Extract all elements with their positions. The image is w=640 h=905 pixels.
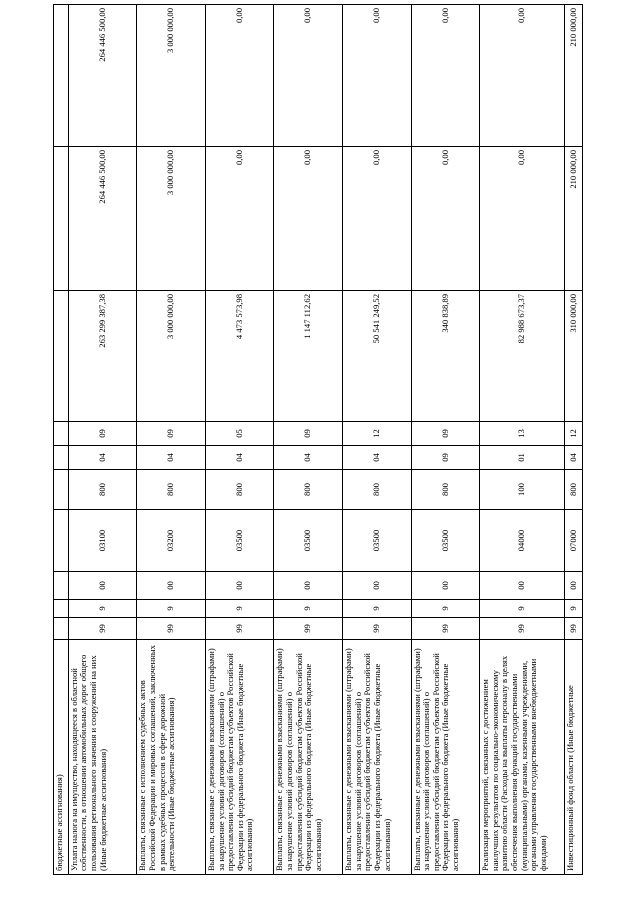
- row-name: Выплаты, связанные с исполнением судебных актов Российской Федерации и мировых соглашений, заключенных в рамках судебных процессов в сфере дорожной деятельности (Иные бюджетные ассигнования): [137, 640, 206, 875]
- amount-year-3: 0,00: [480, 5, 565, 147]
- amount-year-2: 0,00: [343, 147, 412, 291]
- code-subprogram: 9: [411, 600, 480, 618]
- code-direction: 00: [68, 572, 137, 600]
- code-section: 04: [68, 446, 137, 470]
- code-subprogram: [54, 600, 69, 618]
- code-subsection: 09: [274, 422, 343, 446]
- code-expense-type: 800: [411, 470, 480, 510]
- amount-year-2: 0,00: [480, 147, 565, 291]
- amount-year-3: 0,00: [343, 5, 412, 147]
- code-subprogram: 9: [274, 600, 343, 618]
- code-subsection: 12: [564, 422, 582, 446]
- amount-year-2: 3 000 000,00: [137, 147, 206, 291]
- amount-year-3: 0,00: [274, 5, 343, 147]
- budget-table-page: [53, 5, 583, 875]
- table-row: [274, 5, 343, 875]
- code-section: 04: [137, 446, 206, 470]
- code-article: 03500: [411, 510, 480, 572]
- code-program: 99: [564, 618, 582, 640]
- code-subsection: 05: [205, 422, 274, 446]
- code-article: 04000: [480, 510, 565, 572]
- code-subprogram: 9: [564, 600, 582, 618]
- amount-year-1: 82 988 673,37: [480, 291, 565, 422]
- code-article: [54, 510, 69, 572]
- table-row: [205, 5, 274, 875]
- code-direction: [54, 572, 69, 600]
- table-row: [480, 5, 565, 875]
- code-program: 99: [205, 618, 274, 640]
- amount-year-1: 4 473 573,98: [205, 291, 274, 422]
- code-expense-type: 800: [564, 470, 582, 510]
- amount-year-3: 0,00: [205, 5, 274, 147]
- table-row: [343, 5, 412, 875]
- code-expense-type: 100: [480, 470, 565, 510]
- code-direction: 00: [564, 572, 582, 600]
- code-direction: 00: [343, 572, 412, 600]
- code-article: 03500: [343, 510, 412, 572]
- code-subprogram: 9: [68, 600, 137, 618]
- code-program: 99: [343, 618, 412, 640]
- code-article: 03100: [68, 510, 137, 572]
- table-row: [68, 5, 137, 875]
- code-program: 99: [480, 618, 565, 640]
- code-expense-type: 800: [274, 470, 343, 510]
- amount-year-3: 264 446 500,00: [68, 5, 137, 147]
- amount-year-3: 3 000 000,00: [137, 5, 206, 147]
- code-subsection: 12: [343, 422, 412, 446]
- code-subsection: 13: [480, 422, 565, 446]
- code-direction: 00: [274, 572, 343, 600]
- amount-year-1: 263 299 387,38: [68, 291, 137, 422]
- amount-year-1: [54, 291, 69, 422]
- row-name: Выплаты, связанные с денежными взысканиями (штрафами) за нарушение условий договоров (соглашений) о предоставлении субсидий бюджетам субъектов Российской Федерации из федерального бюджета (Иные бюджетные ассигнования): [205, 640, 274, 875]
- row-name: Уплата налога на имущество, находящееся в областной собственности, в отношении автомобильных дорог общего пользования регионального значения и сооружений на них (Иные бюджетные ассигнования): [68, 640, 137, 875]
- code-section: 04: [274, 446, 343, 470]
- row-name: бюджетные ассигнования): [54, 640, 69, 875]
- amount-year-2: 0,00: [411, 147, 480, 291]
- code-section: 04: [343, 446, 412, 470]
- table-body: [54, 5, 583, 875]
- code-direction: 00: [480, 572, 565, 600]
- amount-year-2: 0,00: [274, 147, 343, 291]
- code-section: 01: [480, 446, 565, 470]
- code-section: [54, 446, 69, 470]
- code-program: 99: [137, 618, 206, 640]
- amount-year-1: 310 000,00: [564, 291, 582, 422]
- code-subsection: 09: [137, 422, 206, 446]
- table-row: [54, 5, 69, 875]
- code-program: [54, 618, 69, 640]
- code-section: 04: [205, 446, 274, 470]
- amount-year-1: 3 000 000,00: [137, 291, 206, 422]
- code-direction: 00: [137, 572, 206, 600]
- code-article: 03200: [137, 510, 206, 572]
- amount-year-2: 210 000,00: [564, 147, 582, 291]
- code-expense-type: 800: [343, 470, 412, 510]
- code-subsection: 09: [68, 422, 137, 446]
- table-row: [411, 5, 480, 875]
- code-direction: 00: [205, 572, 274, 600]
- code-expense-type: 800: [205, 470, 274, 510]
- code-direction: 00: [411, 572, 480, 600]
- code-expense-type: 800: [137, 470, 206, 510]
- code-subprogram: 9: [343, 600, 412, 618]
- code-expense-type: [54, 470, 69, 510]
- row-name: Выплаты, связанные с денежными взысканиями (штрафами) за нарушение условий договоров (соглашений) о предоставлении субсидий бюджетам субъектов Российской Федерации из федерального бюджета (Иные бюджетные ассигнования): [343, 640, 412, 875]
- amount-year-3: 0,00: [411, 5, 480, 147]
- amount-year-2: 0,00: [205, 147, 274, 291]
- code-program: 99: [274, 618, 343, 640]
- code-article: 07000: [564, 510, 582, 572]
- code-program: 99: [68, 618, 137, 640]
- row-name: Инвестиционный фонд области (Иные бюджетные: [564, 640, 582, 875]
- row-name: Выплаты, связанные с денежными взысканиями (штрафами) за нарушение условий договоров (соглашений) о предоставлении субсидий бюджетам субъектов Российской Федерации из федерального бюджета (Иные бюджетные ассигнования): [411, 640, 480, 875]
- code-subsection: 09: [411, 422, 480, 446]
- code-article: 03500: [274, 510, 343, 572]
- budget-table: [53, 4, 583, 875]
- table-row: [137, 5, 206, 875]
- row-name: Реализация мероприятий, связанных с достижением наилучших результатов по социально-экономическому развитию области (Расходы на выплаты персоналу в целях обеспечения выполнения функций государственными (муниципальными) органами, казенными учреждениями, органами управления государственными внебюджетными фондами): [480, 640, 565, 875]
- code-expense-type: 800: [68, 470, 137, 510]
- code-program: 99: [411, 618, 480, 640]
- code-section: 04: [564, 446, 582, 470]
- code-article: 03500: [205, 510, 274, 572]
- code-subprogram: 9: [137, 600, 206, 618]
- amount-year-1: 50 541 249,52: [343, 291, 412, 422]
- amount-year-1: 1 147 112,62: [274, 291, 343, 422]
- code-subsection: [54, 422, 69, 446]
- amount-year-1: 340 838,89: [411, 291, 480, 422]
- amount-year-2: 264 446 500,00: [68, 147, 137, 291]
- amount-year-3: 210 000,00: [564, 5, 582, 147]
- row-name: Выплаты, связанные с денежными взысканиями (штрафами) за нарушение условий договоров (соглашений) о предоставлении субсидий бюджетам субъектов Российской Федерации из федерального бюджета (Иные бюджетные ассигнования): [274, 640, 343, 875]
- code-subprogram: 9: [205, 600, 274, 618]
- code-subprogram: 9: [480, 600, 565, 618]
- amount-year-2: [54, 147, 69, 291]
- amount-year-3: [54, 5, 69, 147]
- table-row: [564, 5, 582, 875]
- code-section: 09: [411, 446, 480, 470]
